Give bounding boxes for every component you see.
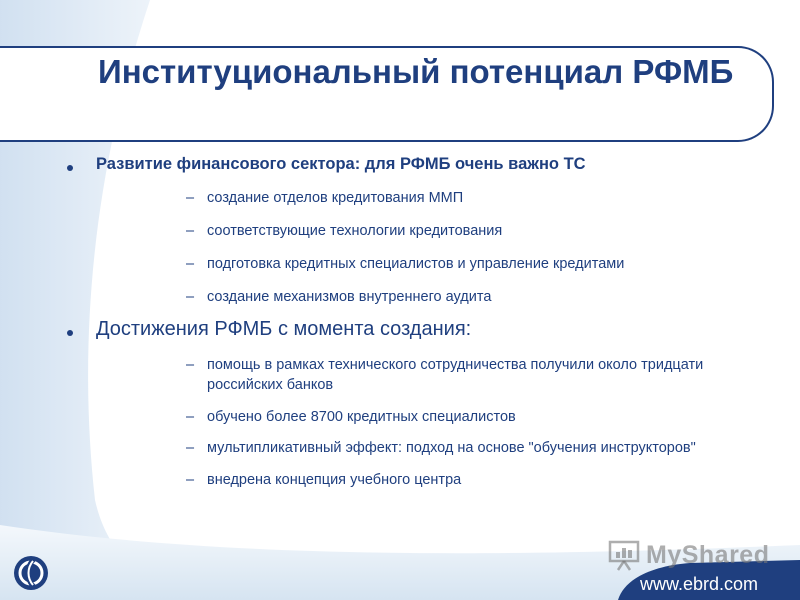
dash-marker: –: [186, 440, 195, 456]
bullet-dot: [67, 330, 73, 336]
watermark: [608, 538, 769, 572]
ebrd-logo-icon: [12, 554, 50, 592]
list-item: [186, 287, 766, 307]
list-item-text: создание механизмов внутреннего аудита: [207, 289, 492, 305]
sub-list-1: [186, 188, 766, 307]
dash-marker: –: [186, 289, 195, 305]
list-item-text: обучено более 8700 кредитных специалистов: [207, 409, 516, 425]
list-item-text: помощь в рамках технического сотрудничества получили около тридцати российских банков: [207, 357, 704, 393]
list-item: [186, 438, 747, 458]
dash-marker: –: [186, 472, 195, 488]
bullet-dot: [67, 165, 73, 171]
list-item: [186, 221, 766, 241]
dash-marker: –: [186, 409, 195, 425]
list-item-text: мультипликативный эффект: подход на основе "обучения инструкторов": [207, 440, 696, 456]
list-item: [186, 188, 766, 208]
bullet-heading-2: Достижения РФМБ с момента создания:: [96, 318, 472, 340]
dash-marker: –: [186, 357, 195, 373]
list-item: [186, 407, 766, 427]
list-item: [186, 470, 766, 490]
watermark-text: MyShared: [646, 540, 770, 569]
list-item-text: создание отделов кредитования ММП: [207, 190, 464, 206]
footer-url[interactable]: www.ebrd.com: [640, 574, 759, 594]
dash-marker: –: [186, 223, 195, 239]
list-item-text: подготовка кредитных специалистов и управление кредитами: [207, 256, 625, 272]
list-item-text: внедрена концепция учебного центра: [207, 472, 462, 488]
list-item-text: соответствующие технологии кредитования: [207, 223, 503, 239]
sub-list-2: [186, 355, 766, 490]
bullet-heading-1: Развитие финансового сектора: для РФМБ очень важно ТС: [96, 155, 586, 173]
page-title: Институциональный потенциал РФМБ: [98, 53, 734, 90]
list-item: [186, 355, 767, 395]
dash-marker: –: [186, 190, 195, 206]
presentation-board-icon: [608, 539, 642, 571]
list-item: [186, 254, 766, 274]
dash-marker: –: [186, 256, 195, 272]
